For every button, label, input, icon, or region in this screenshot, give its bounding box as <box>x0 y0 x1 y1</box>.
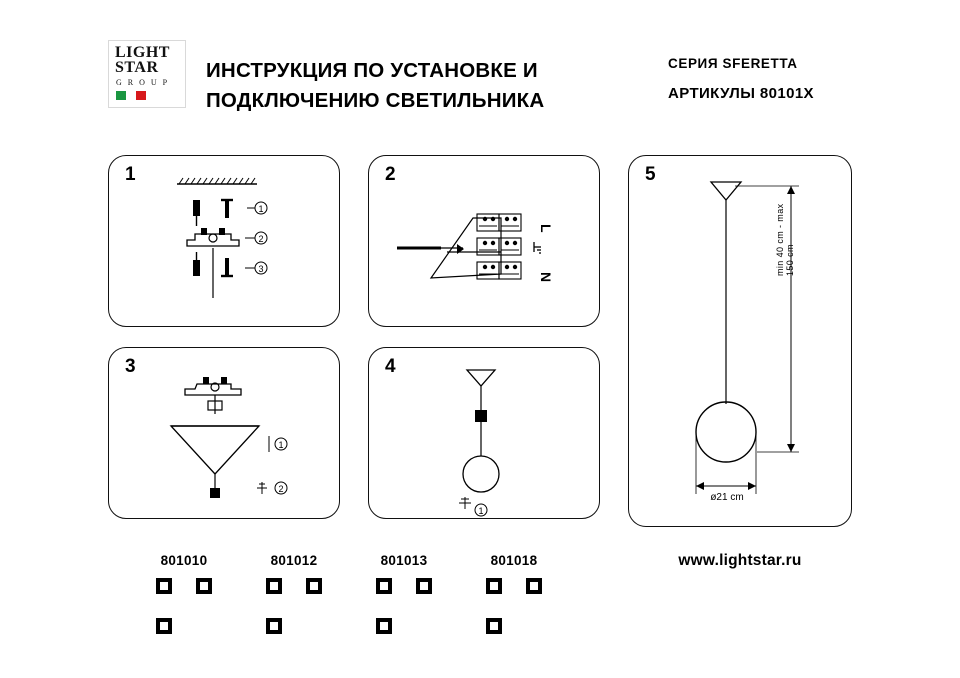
svg-text:L: L <box>538 224 554 233</box>
product-code: 801012 <box>270 553 318 568</box>
step-number-5: 5 <box>645 164 656 185</box>
product-code: 801013 <box>380 553 428 568</box>
page-title <box>206 56 646 116</box>
qr-code-icon <box>485 577 543 635</box>
svg-text:3: 3 <box>258 264 264 274</box>
step-panel-2 <box>368 155 600 327</box>
svg-text:N: N <box>538 272 554 283</box>
svg-text:1: 1 <box>478 506 484 516</box>
logo-line2: STAR <box>115 59 159 76</box>
qr-code-icon <box>265 577 323 635</box>
step-2-diagram <box>369 156 601 328</box>
series-label: СЕРИЯ SFERETTA <box>668 56 798 71</box>
document-header <box>108 38 848 110</box>
step-3-diagram <box>109 348 341 520</box>
lightstar-logo <box>108 40 186 108</box>
step-panel-1 <box>108 155 340 327</box>
page-title-line2: ПОДКЛЮЧЕНИЮ СВЕТИЛЬНИКА <box>206 89 545 112</box>
step-number-1: 1 <box>125 164 136 185</box>
svg-text:1: 1 <box>278 440 284 450</box>
logo-subtitle: G R O U P <box>116 78 170 87</box>
step-number-2: 2 <box>385 164 396 185</box>
logo-wordmark <box>115 45 170 75</box>
article-label: АРТИКУЛЫ 80101X <box>668 85 814 102</box>
diameter-dimension-label: ø21 cm <box>710 492 744 503</box>
product-qr-801013 <box>358 553 450 635</box>
qr-code-icon <box>155 577 213 635</box>
page-title-line1: ИНСТРУКЦИЯ ПО УСТАНОВКЕ И <box>206 59 538 82</box>
italy-flag-icon <box>116 91 146 100</box>
step-4-diagram <box>369 348 601 520</box>
step-panel-3 <box>108 347 340 519</box>
product-qr-801018 <box>468 553 560 635</box>
svg-text:2: 2 <box>278 484 284 494</box>
website-url[interactable]: www.lightstar.ru <box>678 552 802 569</box>
step-number-3: 3 <box>125 356 136 377</box>
step-number-4: 4 <box>385 356 396 377</box>
product-qr-801012 <box>248 553 340 635</box>
svg-text:2: 2 <box>258 234 264 244</box>
step-panel-4 <box>368 347 600 519</box>
qr-code-icon <box>375 577 433 635</box>
step-5-diagram <box>629 156 853 528</box>
step-panel-5 <box>628 155 852 527</box>
header-meta <box>668 56 960 102</box>
product-code: 801018 <box>490 553 538 568</box>
step-1-diagram <box>109 156 341 328</box>
svg-text:1: 1 <box>258 204 264 214</box>
height-dimension-label: min 40 cm - max 150 cm <box>775 203 795 276</box>
product-code: 801010 <box>160 553 208 568</box>
logo-line1: LIGHT <box>115 44 170 61</box>
product-qr-801010 <box>138 553 230 635</box>
